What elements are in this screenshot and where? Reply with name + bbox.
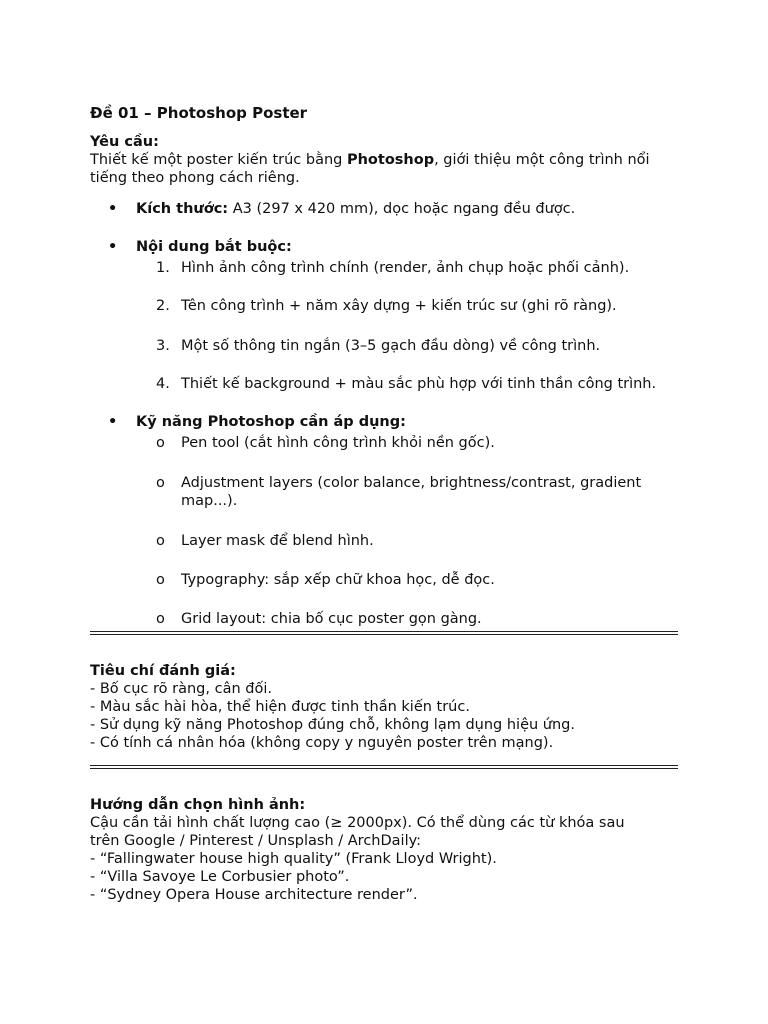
guide-line: trên Google / Pinterest / Unsplash / ArchDaily: (90, 833, 422, 849)
criteria-line: - Sử dụng kỹ năng Photoshop đúng chỗ, không lạm dụng hiệu ứng. (90, 717, 575, 733)
intro-text-end: , giới thiệu một công trình nổi (434, 152, 650, 168)
guide-line: Cậu cần tải hình chất lượng cao (≥ 2000px). Có thể dùng các từ khóa sau (90, 815, 625, 831)
horizontal-divider (90, 631, 678, 635)
circle-bullet-icon: o (156, 475, 165, 491)
requirements-intro-line-1 (90, 151, 680, 169)
criteria-line: - Có tính cá nhân hóa (không copy y nguyên poster trên mạng). (90, 735, 554, 751)
guide-line: - “Villa Savoye Le Corbusier photo”. (90, 869, 350, 885)
skills-label: Kỹ năng Photoshop cần áp dụng: (136, 414, 406, 430)
circle-bullet-icon: o (156, 572, 165, 588)
criteria-line: - Bố cục rõ ràng, cân đối. (90, 681, 272, 697)
circle-bullet-icon: o (156, 533, 165, 549)
circle-bullet-icon: o (156, 611, 165, 627)
criteria-section (90, 662, 680, 752)
horizontal-divider (90, 765, 678, 769)
requirements-section (90, 133, 680, 187)
bullet-size-text (136, 200, 575, 218)
skill-text: Grid layout: chia bố cục poster gọn gàng. (181, 611, 482, 627)
content-label: Nội dung bắt buộc: (136, 239, 292, 255)
item-number: 1. (156, 260, 170, 276)
criteria-heading: Tiêu chí đánh giá: (90, 663, 236, 679)
guide-line: - “Fallingwater house high quality” (Frank Lloyd Wright). (90, 851, 497, 867)
requirements-intro-line-2: tiếng theo phong cách riêng. (90, 170, 300, 186)
bullet-icon: • (108, 201, 118, 217)
skill-text: Layer mask để blend hình. (181, 533, 374, 549)
item-text: Tên công trình + năm xây dựng + kiến trúc sư (ghi rõ ràng). (181, 298, 617, 314)
intro-text: Thiết kế một poster kiến trúc bằng (90, 152, 347, 168)
guide-heading: Hướng dẫn chọn hình ảnh: (90, 797, 306, 813)
skill-text: Typography: sắp xếp chữ khoa học, dễ đọc. (181, 572, 495, 588)
item-number: 2. (156, 298, 170, 314)
bullet-icon: • (108, 414, 118, 430)
guide-line: - “Sydney Opera House architecture render”. (90, 887, 418, 903)
criteria-line: - Màu sắc hài hòa, thể hiện được tinh thần kiến trúc. (90, 699, 470, 715)
size-value: A3 (297 x 420 mm), dọc hoặc ngang đều được. (228, 201, 576, 217)
bullet-icon: • (108, 239, 118, 255)
skill-text: Pen tool (cắt hình công trình khỏi nền gốc). (181, 435, 495, 451)
item-number: 4. (156, 376, 170, 392)
requirements-heading: Yêu cầu: (90, 134, 159, 150)
item-text: Một số thông tin ngắn (3–5 gạch đầu dòng) về công trình. (181, 338, 601, 354)
item-number: 3. (156, 338, 170, 354)
intro-bold-photoshop: Photoshop (346, 152, 435, 168)
item-text: Thiết kế background + màu sắc phù hợp với tinh thần công trình. (181, 376, 657, 392)
size-label: Kích thước: (136, 201, 229, 217)
item-text: Hình ảnh công trình chính (render, ảnh chụp hoặc phối cảnh). (181, 260, 630, 276)
circle-bullet-icon: o (156, 435, 165, 451)
image-guide-section (90, 796, 680, 904)
skill-text: Adjustment layers (color balance, brightness/contrast, gradient map...). (181, 475, 642, 509)
page-title: Đề 01 – Photoshop Poster (90, 104, 308, 122)
